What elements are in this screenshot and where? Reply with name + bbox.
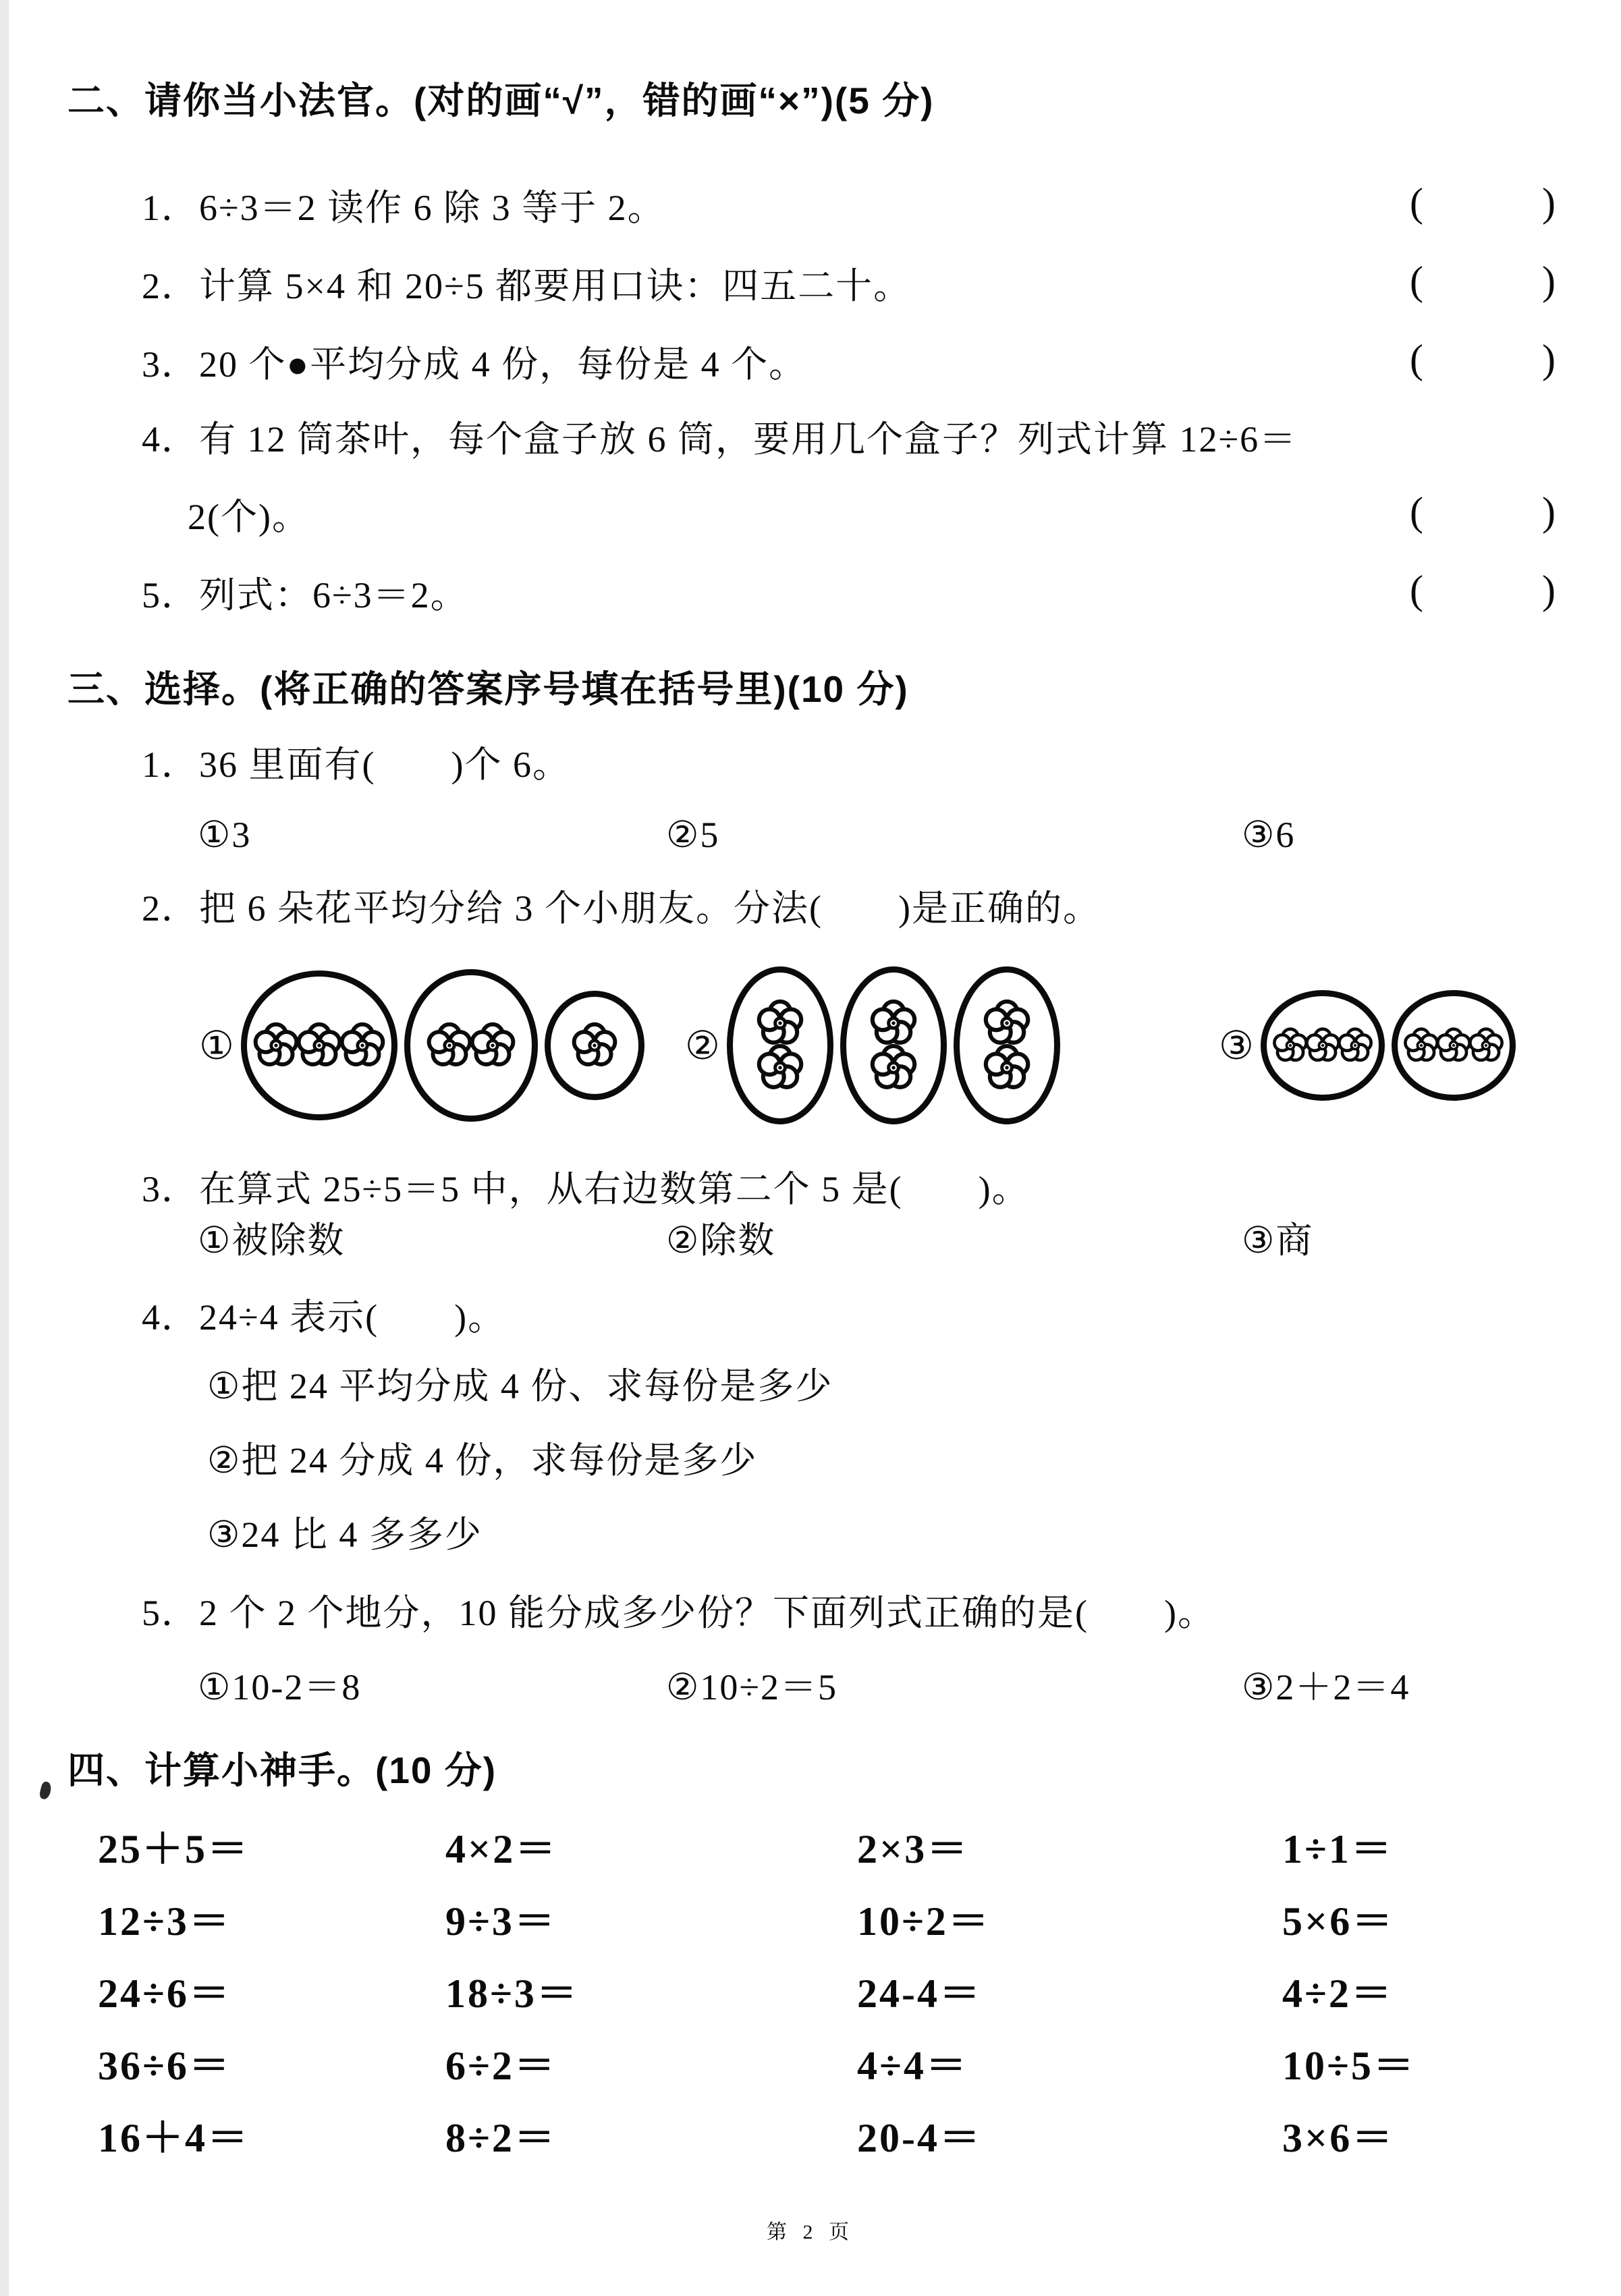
answer-brackets bbox=[1410, 337, 1557, 382]
choice-question-4 bbox=[67, 1296, 1557, 1338]
flower-icon bbox=[570, 1021, 619, 1070]
calc-expression: 25＋5＝ bbox=[98, 1826, 250, 1871]
choice-option bbox=[67, 1364, 1557, 1407]
option-label: 6 bbox=[1275, 814, 1296, 855]
section-two-title: 二、请你当小法官。(对的画“√”，错的画“×”)(5 分) bbox=[67, 80, 935, 121]
question-number: 2． bbox=[142, 887, 199, 929]
calc-expression: 8÷2＝ bbox=[445, 2115, 557, 2160]
option-marker: ③ bbox=[1219, 1022, 1254, 1068]
question-text: 2(个)。 bbox=[188, 497, 310, 538]
question-number: 2． bbox=[142, 266, 199, 307]
choice-option bbox=[198, 1218, 666, 1261]
option-marker: ② bbox=[666, 1665, 700, 1708]
judge-item bbox=[67, 180, 1557, 229]
judge-item bbox=[67, 421, 1557, 458]
choice-option bbox=[666, 1218, 1242, 1261]
judge-question-list bbox=[67, 180, 1557, 616]
choice-options-1 bbox=[67, 813, 1557, 856]
option-marker: ① bbox=[199, 1022, 234, 1068]
calc-expression: 3×6＝ bbox=[1282, 2115, 1395, 2160]
option-label: 2＋2＝4 bbox=[1275, 1666, 1410, 1707]
choice-question-5 bbox=[67, 1592, 1557, 1633]
option-marker: ② bbox=[666, 1218, 700, 1261]
answer-brackets bbox=[1410, 182, 1557, 223]
question-text: 20 个●平均分成 4 份，每份是 4 个。 bbox=[199, 344, 807, 385]
flower-oval bbox=[1392, 990, 1516, 1101]
calc-expression: 4÷4＝ bbox=[857, 2043, 968, 2088]
option-marker: ③ bbox=[207, 1512, 242, 1556]
option-label: 把 24 分成 4 份，求每份是多少 bbox=[241, 1440, 758, 1481]
calc-expression: 5×6＝ bbox=[1282, 1898, 1395, 1944]
flower-icon bbox=[755, 998, 805, 1048]
choice-option bbox=[198, 813, 666, 856]
flower-icon bbox=[295, 1021, 344, 1070]
calc-expression: 18÷3＝ bbox=[445, 1971, 579, 2016]
option-label: 3 bbox=[231, 814, 252, 855]
question-number: 3． bbox=[142, 1168, 199, 1209]
flower-icon bbox=[755, 1043, 805, 1093]
choice-option bbox=[67, 1438, 1557, 1481]
question-number: 3． bbox=[142, 344, 199, 385]
flower-oval bbox=[1261, 990, 1385, 1101]
flower-icon bbox=[252, 1021, 300, 1070]
choice-options-3 bbox=[67, 1218, 1557, 1261]
flower-icon bbox=[425, 1021, 474, 1070]
choice-options-5 bbox=[67, 1665, 1557, 1708]
question-text: 36 里面有( )个 6。 bbox=[199, 744, 570, 785]
calc-expression: 10÷2＝ bbox=[857, 1898, 991, 1944]
option-label: 5 bbox=[700, 814, 720, 855]
bracket-close: ) bbox=[1542, 568, 1557, 613]
flower-oval bbox=[545, 991, 644, 1100]
flower-icon bbox=[982, 998, 1032, 1048]
calc-expression: 4÷2＝ bbox=[1282, 1971, 1394, 2016]
calc-expression: 12÷3＝ bbox=[98, 1898, 231, 1944]
flower-icon bbox=[468, 1021, 517, 1070]
calc-expression: 10÷5＝ bbox=[1282, 2043, 1416, 2088]
judge-item bbox=[67, 489, 1557, 538]
judge-item bbox=[67, 568, 1557, 616]
question-number: 5． bbox=[142, 575, 199, 616]
choice-question-3 bbox=[67, 1168, 1557, 1209]
bracket-open: ( bbox=[1410, 568, 1425, 613]
flower-icon bbox=[1336, 1027, 1374, 1064]
question-number: 1． bbox=[142, 188, 199, 229]
flower-option-group bbox=[685, 947, 1060, 1144]
flower-icon bbox=[982, 1043, 1032, 1093]
option-label: 除数 bbox=[700, 1220, 776, 1261]
option-label: 24 比 4 多多少 bbox=[241, 1514, 483, 1555]
calculation-grid bbox=[67, 1826, 1557, 2160]
choice-option bbox=[67, 1512, 1557, 1556]
option-label: 商 bbox=[1275, 1220, 1314, 1261]
answer-brackets bbox=[1410, 568, 1557, 613]
calc-expression: 1÷1＝ bbox=[1282, 1826, 1394, 1871]
question-number: 4． bbox=[142, 1296, 199, 1338]
calc-expression: 36÷6＝ bbox=[98, 2043, 231, 2088]
option-marker: ① bbox=[198, 1665, 232, 1708]
answer-brackets bbox=[1410, 258, 1557, 304]
section-four-title: 四、计算小神手。(10 分) bbox=[67, 1749, 497, 1791]
question-text: 把 6 朵花平均分给 3 个小朋友。分法( )是正确的。 bbox=[199, 887, 1101, 929]
calc-expression: 20-4＝ bbox=[857, 2115, 982, 2160]
bracket-open: ( bbox=[1410, 258, 1425, 304]
choice-option bbox=[666, 813, 1242, 856]
option-marker: ③ bbox=[1242, 1665, 1276, 1708]
choice-option bbox=[1242, 1665, 1557, 1708]
option-marker: ③ bbox=[1242, 1218, 1276, 1261]
question-number: 5． bbox=[142, 1592, 199, 1633]
bracket-close: ) bbox=[1542, 180, 1557, 225]
calc-expression: 24-4＝ bbox=[857, 1971, 982, 2016]
question-text: 在算式 25÷5＝5 中，从右边数第二个 5 是( )。 bbox=[199, 1168, 1030, 1209]
choice-question-2 bbox=[67, 887, 1557, 929]
option-label: 10-2＝8 bbox=[231, 1666, 362, 1707]
option-marker: ① bbox=[198, 1218, 232, 1261]
bracket-close: ) bbox=[1542, 337, 1557, 382]
flower-grouping-figure bbox=[67, 947, 1557, 1144]
question-text: 2 个 2 个地分，10 能分成多少份？下面列式正确的是( )。 bbox=[199, 1592, 1215, 1633]
judge-item bbox=[67, 337, 1557, 385]
calc-expression: 16＋4＝ bbox=[98, 2115, 250, 2160]
question-text: 6÷3＝2 读作 6 除 3 等于 2。 bbox=[199, 188, 665, 229]
choice-option bbox=[198, 1665, 666, 1708]
choice-question-1 bbox=[67, 746, 1557, 783]
choice-option bbox=[1242, 1218, 1557, 1261]
choice-options-4-stacked bbox=[67, 1364, 1557, 1556]
option-marker: ① bbox=[198, 813, 232, 856]
flower-icon bbox=[869, 1043, 918, 1093]
option-label: 10÷2＝5 bbox=[700, 1666, 838, 1707]
flower-oval bbox=[840, 966, 947, 1124]
flower-oval bbox=[954, 966, 1060, 1124]
answer-brackets bbox=[1410, 489, 1557, 535]
option-label: 把 24 平均分成 4 份、求每份是多少 bbox=[241, 1365, 833, 1406]
flower-oval bbox=[727, 966, 833, 1124]
option-marker: ② bbox=[666, 813, 700, 856]
flower-icon bbox=[869, 998, 918, 1048]
question-text: 有 12 筒茶叶，每个盒子放 6 筒，要用几个盒子？列式计算 12÷6＝ bbox=[199, 419, 1298, 460]
question-text: 24÷4 表示( )。 bbox=[199, 1296, 506, 1338]
flower-icon bbox=[1467, 1027, 1505, 1064]
bracket-open: ( bbox=[1410, 180, 1425, 225]
flower-oval bbox=[404, 969, 538, 1122]
question-text: 计算 5×4 和 20÷5 都要用口诀：四五二十。 bbox=[199, 266, 912, 307]
question-number: 1． bbox=[142, 744, 199, 785]
page-number: 第 2 页 bbox=[767, 2221, 854, 2243]
calc-expression: 4×2＝ bbox=[445, 1826, 558, 1871]
option-marker: ③ bbox=[1242, 813, 1276, 856]
choice-option bbox=[666, 1665, 1242, 1708]
flower-icon bbox=[338, 1021, 387, 1070]
option-marker: ② bbox=[207, 1438, 242, 1481]
flower-option-group bbox=[199, 947, 644, 1144]
bracket-close: ) bbox=[1542, 489, 1557, 535]
bracket-close: ) bbox=[1542, 258, 1557, 304]
calc-expression: 24÷6＝ bbox=[98, 1971, 231, 2016]
question-number: 4． bbox=[142, 419, 199, 460]
bracket-open: ( bbox=[1410, 337, 1425, 382]
option-marker: ① bbox=[207, 1364, 242, 1407]
question-text: 列式：6÷3＝2。 bbox=[199, 575, 468, 616]
flower-oval bbox=[241, 971, 397, 1120]
bracket-open: ( bbox=[1410, 489, 1425, 535]
calc-expression: 2×3＝ bbox=[857, 1826, 970, 1871]
option-marker: ② bbox=[685, 1022, 720, 1068]
calc-expression: 6÷2＝ bbox=[445, 2043, 557, 2088]
calc-expression: 9÷3＝ bbox=[445, 1898, 557, 1944]
judge-item bbox=[67, 258, 1557, 307]
section-three-title: 三、选择。(将正确的答案序号填在括号里)(10 分) bbox=[67, 668, 909, 711]
flower-option-group bbox=[1219, 947, 1516, 1144]
choice-option bbox=[1242, 813, 1557, 856]
option-label: 被除数 bbox=[231, 1220, 346, 1261]
